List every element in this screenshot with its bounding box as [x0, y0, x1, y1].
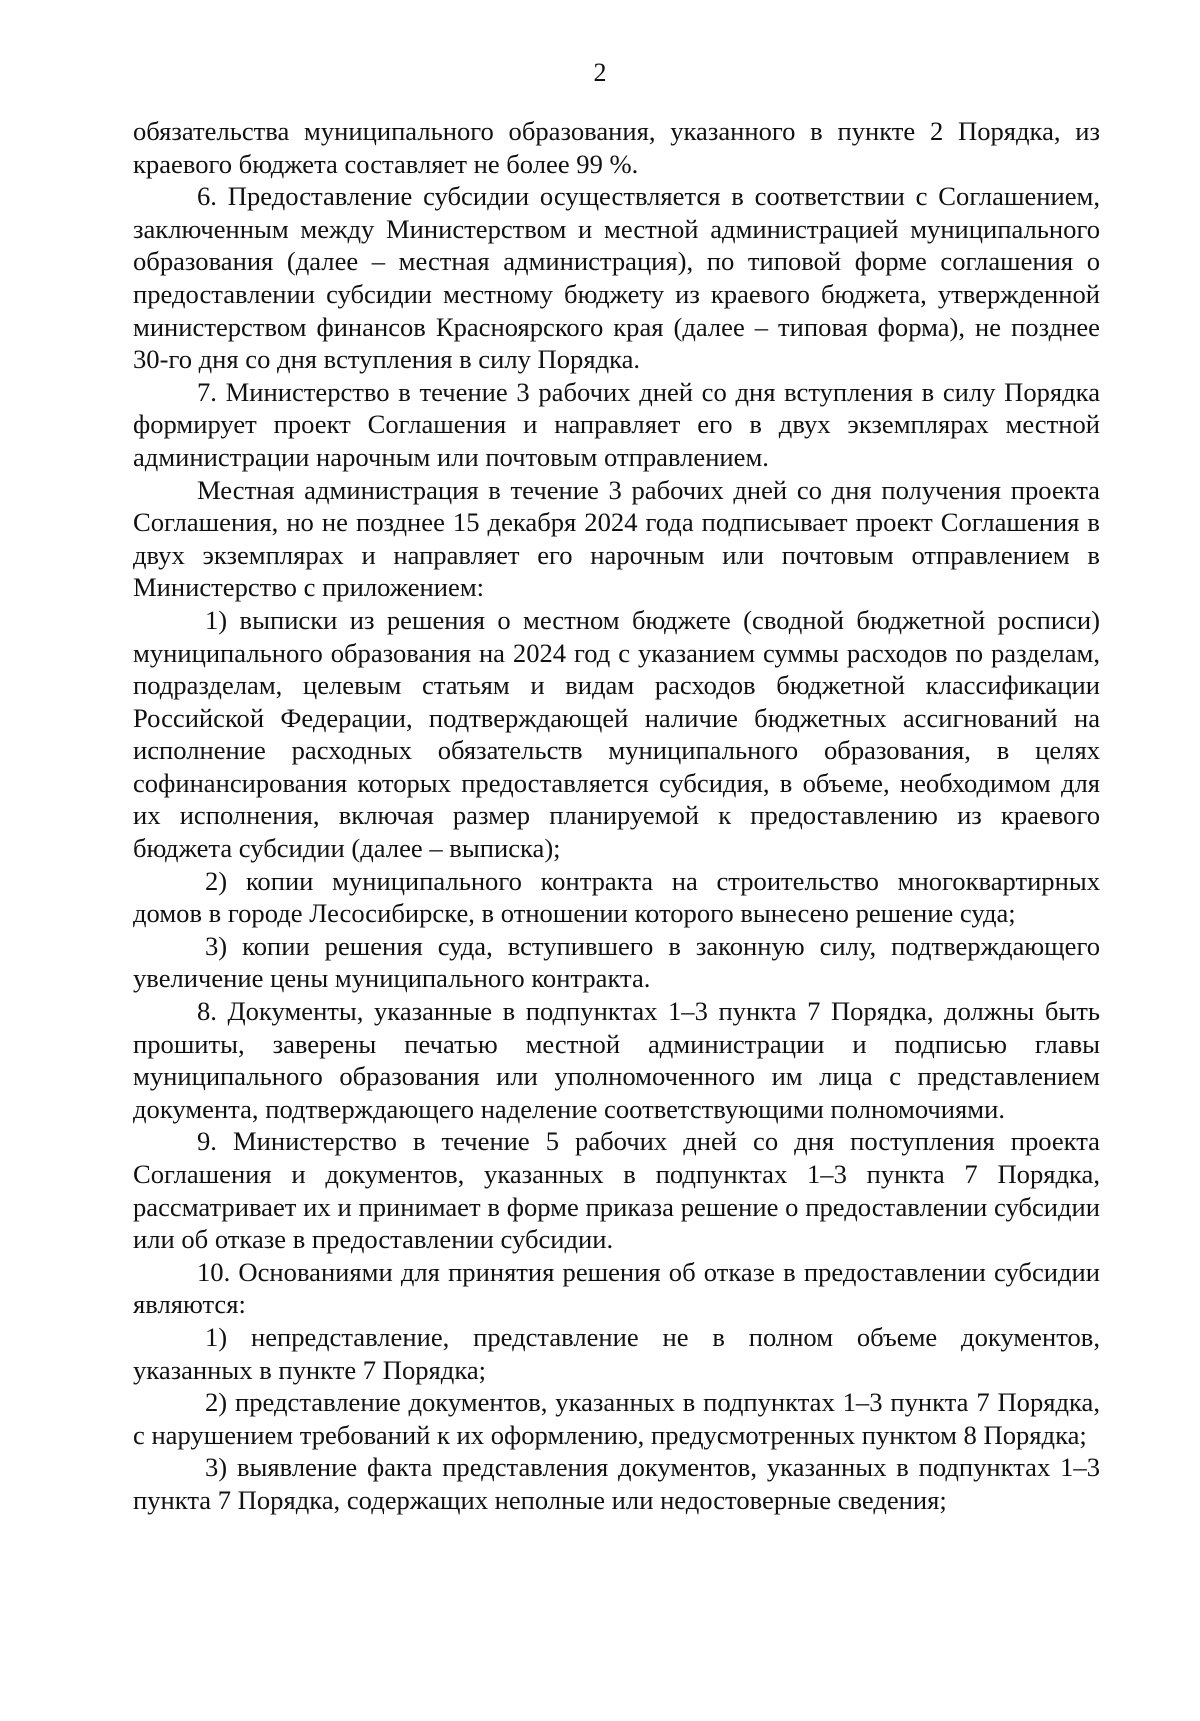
paragraph-item-8: 8. Документы, указанные в подпунктах 1–3 пункта 7 Порядка, должны быть прошиты, заверены печатью местной администрации и подписью главы муниципального образования или уполномоченного им лица с представлением документа, подтверждающего наделение соответствующими полномочиями. [133, 996, 1100, 1124]
paragraph-local-administration: Местная администрация в течение 3 рабочих дней со дня получения проекта Соглашения, но не позднее 15 декабря 2024 года подписывает проект Соглашения в двух экземплярах и направляет его нарочным или почтовым отправлением в Министерство с приложением: [133, 474, 1100, 603]
subitem-7-2: 2) копии муниципального контракта на строительство многоквартирных домов в городе Лесосибирске, в отношении которого вынесено решение суда; [133, 865, 1100, 929]
subitem-7-1: 1) выписки из решения о местном бюджете (сводной бюджетной росписи) муниципального образования на 2024 год с указанием суммы расходов по разделам, подразделам, целевым статьям и видам расходов бюджетной классификации Российской Федерации, подтверждающей наличие бюджетных ассигнований на исполнение расходных обязательств муниципального образования, в целях софинансирования которых предоставляется субсидия, в объеме, необходимом для их исполнения, включая размер планируемой к предоставлению из краевого бюджета субсидии (далее – выписка); [133, 604, 1100, 864]
subitem-7-3: 3) копии решения суда, вступившего в законную силу, подтверждающего увеличение цены муниципального контракта. [133, 930, 1100, 994]
paragraph-continuation: обязательства муниципального образования, указанного в пункте 2 Порядка, из краевого бюджета составляет не более 99 %. [133, 116, 1100, 179]
page-number: 2 [593, 58, 607, 87]
subitem-10-1: 1) непредставление, представление не в полном объеме документов, указанных в пункте 7 Порядка; [133, 1321, 1100, 1385]
subitem-10-3: 3) выявление факта представления документов, указанных в подпунктах 1–3 пункта 7 Порядка, содержащих неполные или недостоверные сведения; [133, 1452, 1100, 1515]
paragraph-item-6: 6. Предоставление субсидии осуществляется в соответствии с Соглашением, заключенным между Министерством и местной администрацией муниципального образования (далее – местная администрация), по типовой форме соглашения о предоставлении субсидии местному бюджету из краевого бюджета, утвержденной министерством финансов Красноярского края (далее – типовая форма), не позднее 30-го дня со дня вступления в силу Порядка. [133, 181, 1100, 375]
subitem-10-2: 2) представление документов, указанных в подпунктах 1–3 пункта 7 Порядка, с нарушением требований к их оформлению, предусмотренных пунктом 8 Порядка; [133, 1387, 1100, 1450]
paragraph-item-10: 10. Основаниями для принятия решения об отказе в предоставлении субсидии являются: [133, 1256, 1100, 1320]
document-body [133, 115, 1100, 1517]
paragraph-item-7: 7. Министерство в течение 3 рабочих дней со дня вступления в силу Порядка формирует проект Соглашения и направляет его в двух экземплярах местной администрации нарочным или почтовым отправлением. [133, 376, 1100, 472]
paragraph-item-9: 9. Министерство в течение 5 рабочих дней со дня поступления проекта Соглашения и документов, указанных в подпунктах 1–3 пункта 7 Порядка, рассматривает их и принимает в форме приказа решение о предоставлении субсидии или об отказе в предоставлении субсидии. [133, 1126, 1100, 1255]
